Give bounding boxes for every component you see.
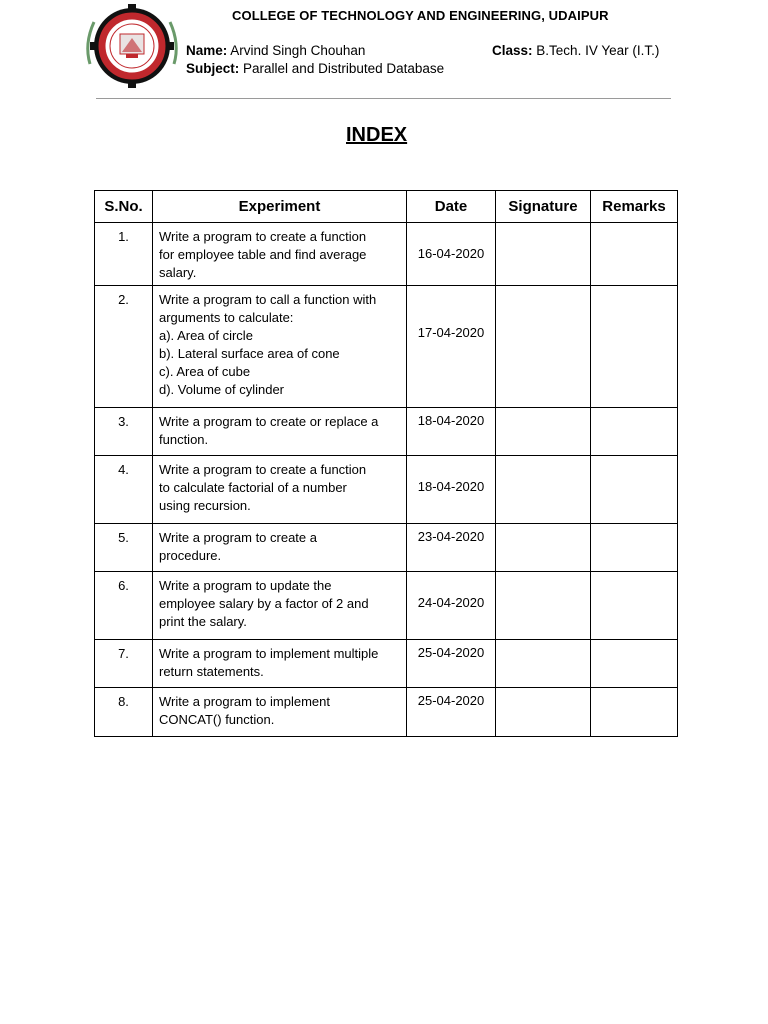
header-remarks: Remarks (591, 191, 678, 223)
experiment-line: Write a program to create a (159, 530, 317, 545)
experiment-line: Write a program to implement (159, 694, 330, 709)
cell-remarks (591, 640, 678, 688)
table-row (95, 286, 678, 408)
header-sno: S.No. (95, 191, 153, 223)
experiment-line: for employee table and find average (159, 247, 367, 262)
cell-remarks (591, 223, 678, 286)
table-row (95, 524, 678, 572)
experiment-line: c). Area of cube (159, 364, 251, 379)
header-divider (96, 98, 671, 99)
name-field (186, 43, 365, 58)
experiment-line: using recursion. (159, 498, 251, 513)
class-field (492, 43, 659, 58)
college-logo (80, 4, 184, 88)
table-header-row (95, 191, 678, 223)
header-signature: Signature (496, 191, 591, 223)
experiment-line: d). Volume of cylinder (159, 382, 285, 397)
cell-sno: 3. (95, 408, 153, 456)
cell-date: 18-04-2020 (407, 408, 496, 456)
cell-signature (496, 688, 591, 737)
header-experiment: Experiment (153, 191, 407, 223)
cell-date: 25-04-2020 (407, 688, 496, 737)
name-value: Arvind Singh Chouhan (230, 43, 366, 58)
cell-experiment (153, 688, 407, 737)
cell-signature (496, 524, 591, 572)
experiment-line: Write a program to update the (159, 578, 332, 593)
cell-experiment (153, 572, 407, 640)
table-row (95, 688, 678, 737)
header-date: Date (407, 191, 496, 223)
page-title: INDEX (346, 124, 408, 146)
cell-signature (496, 286, 591, 408)
cell-experiment (153, 223, 407, 286)
cell-date: 23-04-2020 (407, 524, 496, 572)
cell-experiment (153, 456, 407, 524)
experiment-line: Write a program to call a function with (159, 292, 377, 307)
cell-date: 18-04-2020 (407, 456, 496, 524)
experiment-line: a). Area of circle (159, 328, 253, 343)
cell-signature (496, 408, 591, 456)
experiment-line: Write a program to create a function (159, 462, 367, 477)
college-name: COLLEGE OF TECHNOLOGY AND ENGINEERING, UDAIPUR (232, 8, 609, 23)
cell-signature (496, 456, 591, 524)
table-row (95, 572, 678, 640)
cell-experiment (153, 524, 407, 572)
class-label: Class: (492, 43, 533, 58)
experiment-line: salary. (159, 265, 197, 280)
cell-sno: 5. (95, 524, 153, 572)
cell-sno: 2. (95, 286, 153, 408)
index-table (94, 190, 678, 737)
experiment-line: CONCAT() function. (159, 712, 275, 727)
cell-sno: 6. (95, 572, 153, 640)
experiment-line: b). Lateral surface area of cone (159, 346, 340, 361)
subject-label: Subject: (186, 61, 240, 76)
experiment-line: return statements. (159, 664, 264, 679)
experiment-line: print the salary. (159, 614, 247, 629)
cell-remarks (591, 688, 678, 737)
cell-date: 25-04-2020 (407, 640, 496, 688)
cell-experiment (153, 640, 407, 688)
cell-remarks (591, 286, 678, 408)
cell-date: 24-04-2020 (407, 572, 496, 640)
name-label: Name: (186, 43, 228, 58)
cell-date: 16-04-2020 (407, 223, 496, 286)
cell-experiment (153, 286, 407, 408)
experiment-line: procedure. (159, 548, 222, 563)
cell-signature (496, 572, 591, 640)
table-row (95, 456, 678, 524)
cell-sno: 4. (95, 456, 153, 524)
experiment-line: Write a program to implement multiple (159, 646, 379, 661)
experiment-line: arguments to calculate: (159, 310, 294, 325)
cell-sno: 1. (95, 223, 153, 286)
experiment-line: function. (159, 432, 209, 447)
experiment-line: to calculate factorial of a number (159, 480, 347, 495)
subject-field (186, 61, 444, 76)
cell-signature (496, 223, 591, 286)
cell-remarks (591, 572, 678, 640)
subject-value: Parallel and Distributed Database (243, 61, 445, 76)
cell-sno: 7. (95, 640, 153, 688)
table-row (95, 408, 678, 456)
cell-remarks (591, 408, 678, 456)
class-value: B.Tech. IV Year (I.T.) (536, 43, 660, 58)
cell-remarks (591, 524, 678, 572)
gear-emblem-icon (80, 4, 184, 88)
table-row (95, 223, 678, 286)
cell-signature (496, 640, 591, 688)
cell-experiment (153, 408, 407, 456)
table-row (95, 640, 678, 688)
experiment-line: employee salary by a factor of 2 and (159, 596, 369, 611)
experiment-line: Write a program to create a function (159, 229, 367, 244)
cell-sno: 8. (95, 688, 153, 737)
experiment-line: Write a program to create or replace a (159, 414, 379, 429)
cell-remarks (591, 456, 678, 524)
cell-date: 17-04-2020 (407, 286, 496, 408)
